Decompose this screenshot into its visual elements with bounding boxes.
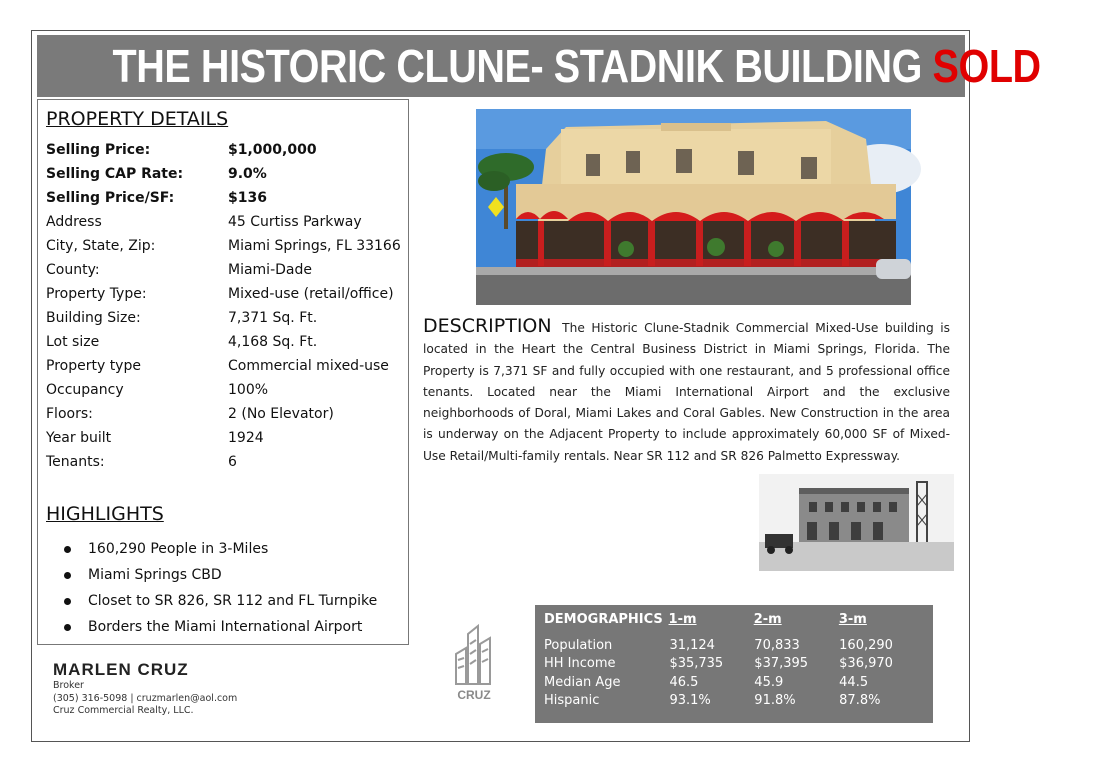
detail-label: Year built <box>46 430 112 446</box>
detail-label: Floors: <box>46 406 93 422</box>
detail-value: 45 Curtiss Parkway <box>228 214 362 230</box>
detail-label: Selling Price/SF: <box>46 190 175 206</box>
demographics-cell: 45.9 <box>754 675 784 690</box>
logo-text: CRUZ <box>457 688 491 702</box>
broker-company: Cruz Commercial Realty, LLC. <box>53 705 194 716</box>
demographics-row <box>544 675 924 690</box>
highlight-text: Closet to SR 826, SR 112 and FL Turnpike <box>88 593 378 609</box>
detail-label: Building Size: <box>46 310 141 326</box>
detail-row <box>46 210 406 234</box>
description-text: The Historic Clune-Stadnik Commercial Mixed-Use building is located in the Heart the Central Business District in Miami Springs, Florida. The Property is 7,371 SF and fully occupied with one restaurant, and 5 professional office tenants. Located near the Miami International Airport and the exclusive neighborhoods of Doral, Miami Lakes and Coral Gables. New Construction in the area is underway on the Adjacent Property to include approximately 60,000 SF of Mixed-Use Retail/Multi-family rentals. Near SR 112 and SR 826 Palmetto Expressway. <box>423 321 951 463</box>
description-heading: DESCRIPTION <box>423 315 552 337</box>
highlight-item <box>64 588 404 614</box>
demographics-row-label: HH Income <box>544 656 616 671</box>
detail-label: Property Type: <box>46 286 147 302</box>
detail-row <box>46 306 406 330</box>
detail-row <box>46 354 406 378</box>
detail-value: Mixed-use (retail/office) <box>228 286 394 302</box>
detail-label: Selling Price: <box>46 142 151 158</box>
detail-value: $136 <box>228 190 267 206</box>
title-banner <box>37 35 1041 97</box>
broker-role: Broker <box>53 680 84 691</box>
detail-value: Miami-Dade <box>228 262 312 278</box>
detail-row <box>46 186 406 210</box>
highlight-text: 160,290 People in 3-Miles <box>88 541 269 557</box>
property-details-heading: PROPERTY DETAILS <box>46 108 229 130</box>
demographics-cell: 31,124 <box>669 638 715 653</box>
detail-row <box>46 138 406 162</box>
page-title <box>113 35 1041 97</box>
detail-value: 100% <box>228 382 269 398</box>
highlight-item <box>64 562 404 588</box>
detail-value: Commercial mixed-use <box>228 358 389 374</box>
detail-label: County: <box>46 262 100 278</box>
detail-label: Tenants: <box>46 454 105 470</box>
demographics-header <box>544 612 924 627</box>
demographics-cell: 87.8% <box>839 693 881 708</box>
detail-row <box>46 258 406 282</box>
demographics-row-label: Population <box>544 638 613 653</box>
demographics-row-label: Median Age <box>544 675 621 690</box>
demographics-table <box>535 605 933 723</box>
details-rows <box>46 138 406 474</box>
detail-value: 4,168 Sq. Ft. <box>228 334 318 350</box>
detail-value: 1924 <box>228 430 264 446</box>
highlights-list <box>64 536 404 640</box>
bullet-icon <box>64 598 71 605</box>
detail-value: 2 (No Elevator) <box>228 406 334 422</box>
demographics-cell: 93.1% <box>669 693 711 708</box>
detail-row <box>46 330 406 354</box>
bullet-icon <box>64 624 71 631</box>
detail-label: City, State, Zip: <box>46 238 156 254</box>
detail-row <box>46 234 406 258</box>
detail-row <box>46 378 406 402</box>
demographics-cell: 160,290 <box>839 638 893 653</box>
demographics-row-label: Hispanic <box>544 693 600 708</box>
highlight-item <box>64 614 404 640</box>
detail-value: 7,371 Sq. Ft. <box>228 310 318 326</box>
demographics-cell: 46.5 <box>669 675 699 690</box>
highlight-text: Miami Springs CBD <box>88 567 222 583</box>
demographics-row <box>544 693 924 708</box>
title-text: THE HISTORIC CLUNE- STADNIK BUILDING <box>112 40 922 92</box>
demographics-cell: $35,735 <box>669 656 724 671</box>
demographics-title: DEMOGRAPHICS <box>544 612 663 627</box>
highlights-heading: HIGHLIGHTS <box>46 503 164 525</box>
detail-label: Selling CAP Rate: <box>46 166 184 182</box>
detail-row <box>46 426 406 450</box>
detail-row <box>46 282 406 306</box>
building-photo <box>476 109 911 305</box>
detail-label: Property type <box>46 358 141 374</box>
highlight-text: Borders the Miami International Airport <box>88 619 363 635</box>
detail-value: 9.0% <box>228 166 267 182</box>
skyline-logo-icon <box>448 624 500 704</box>
bullet-icon <box>64 572 71 579</box>
demographics-cell: 70,833 <box>754 638 800 653</box>
detail-value: Miami Springs, FL 33166 <box>228 238 401 254</box>
broker-name: MARLEN CRUZ <box>53 660 189 679</box>
detail-label: Lot size <box>46 334 100 350</box>
detail-row <box>46 162 406 186</box>
demographics-cell: 44.5 <box>839 675 869 690</box>
demographics-cell: 91.8% <box>754 693 796 708</box>
detail-value: $1,000,000 <box>228 142 317 158</box>
property-details-panel <box>37 99 409 645</box>
broker-contact: (305) 316-5098 | cruzmarlen@aol.com <box>53 692 238 704</box>
col-3m: 3-m <box>838 612 867 627</box>
detail-label: Occupancy <box>46 382 124 398</box>
sold-label: SOLD <box>932 40 1041 92</box>
demographics-row <box>544 638 924 653</box>
demographics-row <box>544 656 924 671</box>
description-block <box>423 316 950 467</box>
highlight-item <box>64 536 404 562</box>
detail-label: Address <box>46 214 102 230</box>
detail-value: 6 <box>228 454 237 470</box>
detail-row <box>46 402 406 426</box>
broker-block <box>53 660 313 718</box>
historic-photo <box>759 474 954 571</box>
bullet-icon <box>64 546 71 553</box>
demographics-cell: $37,395 <box>754 656 809 671</box>
col-2m: 2-m <box>753 612 782 627</box>
col-1m: 1-m <box>668 612 697 627</box>
detail-row <box>46 450 406 474</box>
demographics-cell: $36,970 <box>839 656 893 671</box>
